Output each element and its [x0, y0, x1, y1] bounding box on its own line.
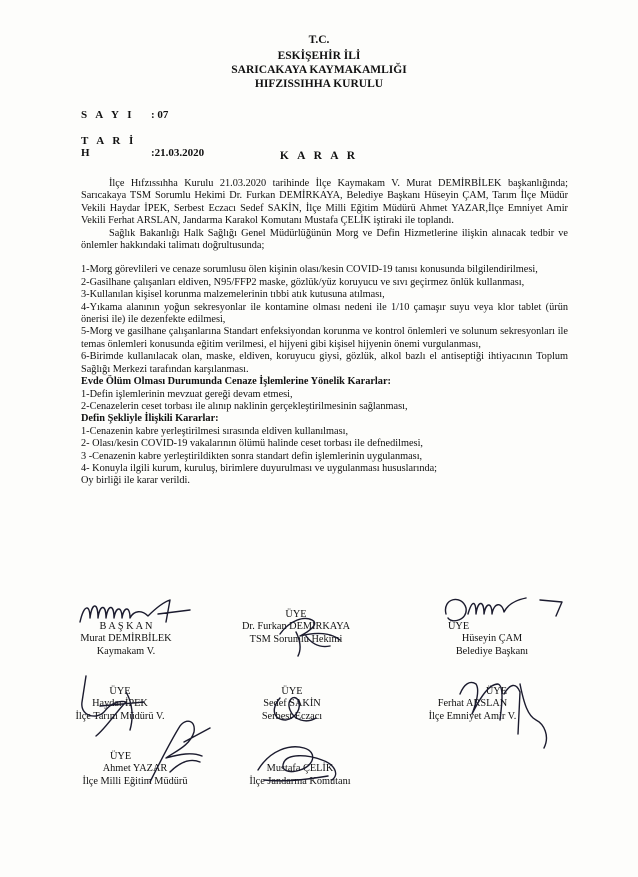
- handwritten-signature-mayor: [440, 590, 570, 640]
- burial-item-2: 2- Olası/kesin COVID-19 vakalarının ölümü halinde ceset torbası ile defnedilmesi,: [81, 438, 423, 450]
- tarih-value: :21.03.2020: [151, 147, 205, 159]
- header-line-district: SARICAKAYA KAYMAKAMLIĞI: [231, 64, 407, 76]
- sayi-label: S A Y I: [81, 109, 135, 121]
- handwritten-signature-police: [420, 664, 560, 754]
- tarih-label: T A R İ H: [81, 135, 137, 159]
- burial-item-4: 4- Konuyla ilgili kurum, kuruluş, birimlere duyurulması ve uygulanması hususlarında;: [81, 462, 438, 474]
- signature-block-agriculture: ÜYE Haydar İPEK İlçe Tarım Müdürü V.: [75, 686, 165, 722]
- signature-block-gendarmerie: Mustafa ÇELİK İlçe Jandarma Komutanı: [249, 763, 351, 787]
- signature-block-education: ÜYE Ahmet YAZAR İlçe Milli Eğitim Müdürü: [82, 751, 188, 787]
- intro-paragraph-2: Sağlık Bakanlığı Halk Sağlığı Genel Müdürlüğünün Morg ve Defin Hizmetlerine ilişkin alınacak tedbir ve önlemler hakkındaki talimatı doğrultusunda;: [81, 227, 568, 252]
- document-body: [81, 178, 568, 488]
- header-line-province: ESKİŞEHİR İLİ: [277, 50, 361, 62]
- decision-item-1: 1-Morg görevlileri ve cenaze sorumlusu ölen kişinin olası/kesin COVID-19 tanısı konusunda bilgilendirilmesi,: [81, 264, 538, 276]
- handwritten-signature-gendarmerie: [244, 730, 354, 790]
- header-line-tc: T.C.: [308, 34, 330, 46]
- decision-item-4: 4-Yıkama alanının yoğun sekresyonlar ile kontamine olması nedeni ile 1/10 çamaşır suyu veya klor tablet (ürün önerisi ile) ile dezenfekte edilmesi,: [81, 301, 568, 326]
- signature-block-physician: ÜYE Dr. Furkan DEMİRKAYA TSM Sorumlu Hekimi: [241, 609, 351, 645]
- section-home-death-title: Evde Ölüm Olması Durumunda Cenaze İşlemlerine Yönelik Kararlar:: [81, 376, 391, 388]
- decision-item-5: 5-Morg ve gasilhane çalışanlarına Standart enfeksiyondan korunma ve kontrol önlemleri ve solunum sekresyonları ile temas önlemleri konusunda eğitim verilmesi, el hijyeni gibi kişisel hijyenin önemi vurgulanması,: [81, 326, 568, 350]
- decision-item-6: 6-Birimde kullanılacak olan, maske, eldiven, koruyucu giysi, gözlük, alkol bazlı el antiseptiği ihtiyacının Toplum Sağlığı Merkezi tarafından karşılanması.: [81, 351, 568, 375]
- intro-paragraph-1: İlçe Hıfzıssıhha Kurulu 21.03.2020 tarihinde İlçe Kaymakam V. Murat DEMİRBİLEK başkanlığında; Sarıcakaya TSM Sorumlu Hekimi Dr. Furkan DEMİRKAYA, Belediye Başkanı Hüseyin ÇAM, Tarım İlçe Müdür Vekili Haydar İPEK, Serbest Eczacı Sedef SAKİN, İlçe Milli Eğitim Müdürü Ahmet YAZAR,İlçe Emniyet Amir Vekili Ferhat ARSLAN, Jandarma Karakol Komutanı Mustafa ÇELİK iştiraki ile toplandı.: [81, 178, 568, 227]
- sayi-value: : 07: [151, 109, 169, 121]
- unanimous-decision: Oy birliği ile karar verildi.: [81, 475, 190, 487]
- burial-item-1: 1-Cenazenin kabre yerleştirilmesi sırasında eldiven kullanılması,: [81, 425, 349, 437]
- handwritten-signature-pharmacist: [250, 690, 330, 730]
- header-line-board: HIFZISSIHHA KURULU: [254, 78, 384, 90]
- section-burial-title: Defin Şekliyle İlişkili Kararlar:: [81, 413, 219, 425]
- home-death-item-1: 1-Defin işlemlerinin mevzuat gereği devam etmesi,: [81, 388, 293, 400]
- decision-heading: K A R A R: [279, 150, 359, 162]
- sayi-row: [81, 109, 168, 121]
- handwritten-signature-chairman: [78, 596, 198, 636]
- handwritten-signature-education: [140, 712, 220, 792]
- signature-block-police: ÜYE Ferhat ARSLAN İlçe Emniyet Amir V.: [428, 686, 517, 722]
- signature-block-chairman: B A Ş K A N Murat DEMİRBİLEK Kaymakam V.: [80, 621, 172, 657]
- burial-item-3: 3 -Cenazenin kabre yerleştirildikten sonra standart defin işlemlerinin uygulanması,: [81, 450, 423, 462]
- home-death-item-2: 2-Cenazelerin ceset torbası ile alınıp naklinin gerçekleştirilmesinin sağlanması,: [81, 400, 408, 412]
- decision-item-3: 3-Kullanılan kişisel korunma malzemelerinin tıbbi atık kutusuna atılması,: [81, 289, 385, 301]
- decision-item-2: 2-Gasilhane çalışanları eldiven, N95/FFP2 maske, gözlük/yüz koruyucu ve sıvı geçirmez önlük kullanması,: [81, 276, 525, 288]
- signature-block-pharmacist: ÜYE Sedef SAKİN Serbest Eczacı: [261, 686, 323, 722]
- signature-block-mayor: ÜYE Hüseyin ÇAM Belediye Başkanı: [448, 621, 529, 657]
- handwritten-signature-physician: [260, 610, 360, 660]
